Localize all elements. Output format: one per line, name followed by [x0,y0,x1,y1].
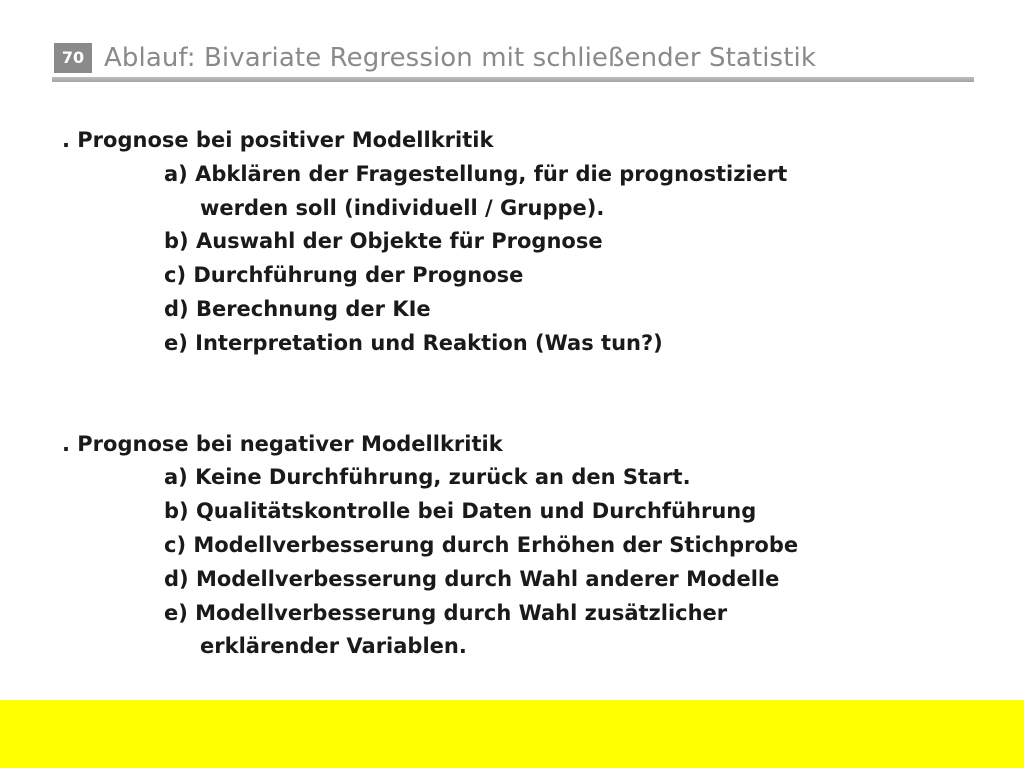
list-item: b) Auswahl der Objekte für Prognose [164,229,603,254]
list-item: c) Modellverbesserung durch Erhöhen der Stichprobe [164,532,799,557]
list-item-continuation: erklärender Variablen. [200,634,467,659]
list-item: d) Berechnung der KIe [164,296,431,321]
footer-yellow-band [0,700,1024,768]
list-item-continuation: werden soll (individuell / Gruppe). [200,195,605,220]
list-item: d) Modellverbesserung durch Wahl anderer Modelle [164,566,780,591]
list-item: b) Qualitätskontrolle bei Daten und Durchführung [164,499,757,524]
list-item: e) Interpretation und Reaktion (Was tun?) [164,330,663,355]
slide-body [62,124,992,664]
slide-title: Ablauf: Bivariate Regression mit schließender Statistik [104,43,816,73]
list-item-text: e) Modellverbesserung durch Wahl zusätzlicher [164,600,728,625]
list-item: c) Durchführung der Prognose [164,263,524,288]
slide-number-badge: 70 [54,43,92,73]
list-item [62,158,992,226]
list-item-text: a) Abklären der Fragestellung, für die prognostiziert [164,161,788,186]
section-positive-model-critique [62,124,992,361]
title-underline-divider [52,77,974,82]
section-heading: . Prognose bei negativer Modellkritik [62,431,503,456]
section-heading: . Prognose bei positiver Modellkritik [62,128,494,152]
section-negative-model-critique [62,428,992,665]
list-item: a) Keine Durchführung, zurück an den Start. [164,465,691,490]
list-item [62,597,992,665]
slide-header [52,38,974,84]
